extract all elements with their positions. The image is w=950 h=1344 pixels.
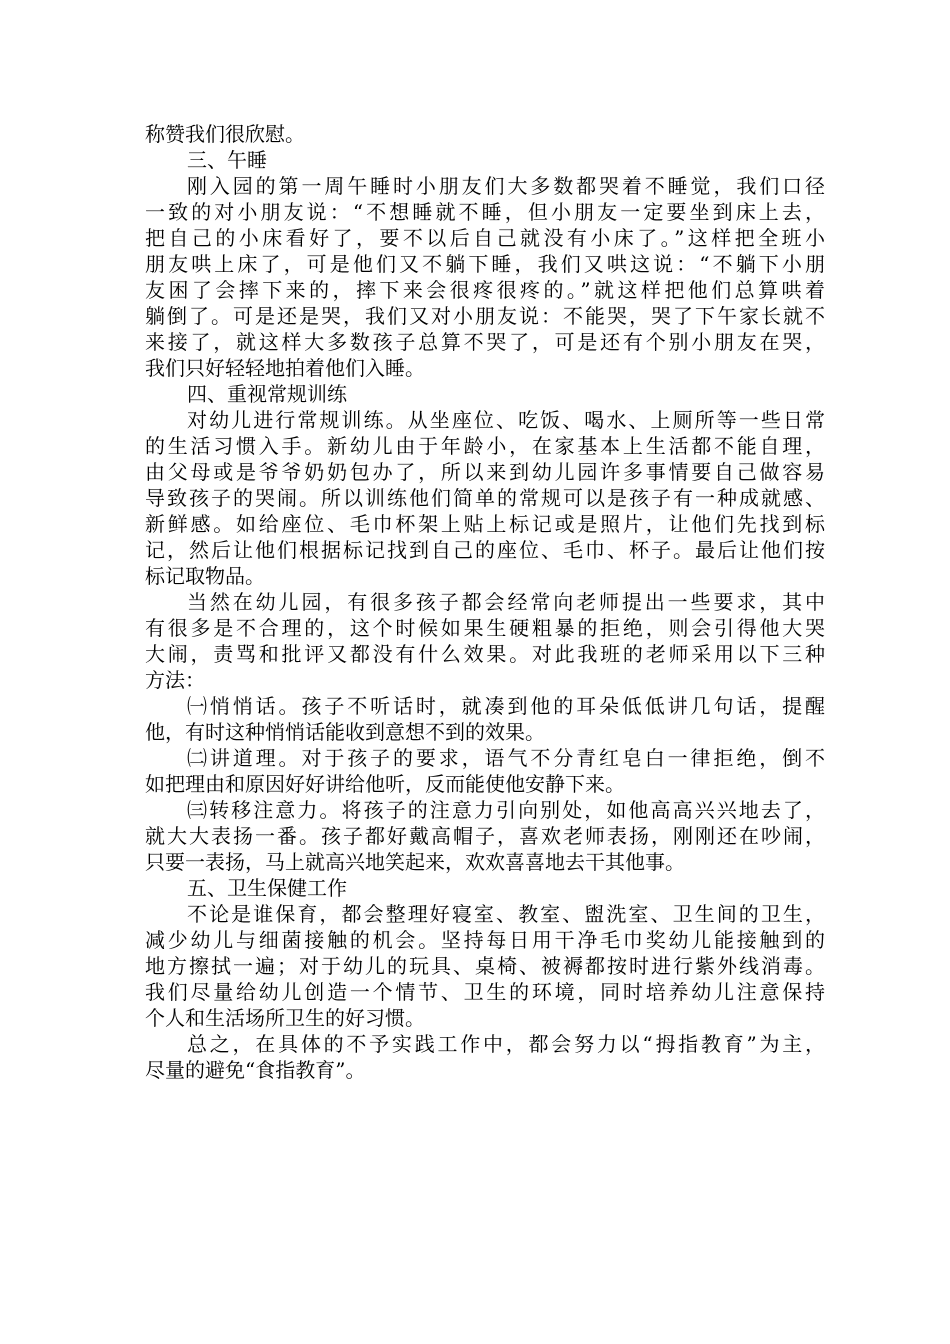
document-body bbox=[145, 121, 825, 1083]
text-line: 把自己的小床看好了，要不以后自己就没有小床了。”这样把全班小 bbox=[145, 226, 825, 250]
text-line: 记，然后让他们根据标记找到自己的座位、毛巾、杯子。最后让他们按 bbox=[145, 538, 825, 562]
text-line: 一致的对小朋友说：“不想睡就不睡，但小朋友一定要坐到床上去， bbox=[145, 200, 825, 224]
text-line: 四、重视常规训练 bbox=[187, 382, 347, 406]
text-line: 三、午睡 bbox=[187, 148, 267, 172]
text-line: 标记取物品。 bbox=[145, 564, 265, 588]
text-line: 刚入园的第一周午睡时小朋友们大多数都哭着不睡觉，我们口径 bbox=[187, 174, 825, 198]
text-line: 的生活习惯入手。新幼儿由于年龄小，在家基本上生活都不能自理， bbox=[145, 434, 825, 458]
text-line: 方法： bbox=[145, 668, 205, 692]
text-line: 地方擦拭一遍；对于幼儿的玩具、桌椅、被褥都按时进行紫外线消毒。 bbox=[145, 954, 825, 978]
text-line: 躺倒了。可是还是哭，我们又对小朋友说：不能哭，哭了下午家长就不 bbox=[145, 304, 825, 328]
text-line: 我们尽量给幼儿创造一个情节、卫生的环境，同时培养幼儿注意保持 bbox=[145, 980, 825, 1004]
text-line: 就大大表扬一番。孩子都好戴高帽子，喜欢老师表扬，刚刚还在吵闹， bbox=[145, 824, 825, 848]
text-line: 减少幼儿与细菌接触的机会。坚持每日用干净毛巾奖幼儿能接触到的 bbox=[145, 928, 825, 952]
text-line: 尽量的避免“食指教育”。 bbox=[145, 1058, 366, 1082]
text-line: 来接了，就这样大多数孩子总算不哭了，可是还有个别小朋友在哭， bbox=[145, 330, 825, 354]
text-line: 对幼儿进行常规训练。从坐座位、吃饭、喝水、上厕所等一些日常 bbox=[187, 408, 825, 432]
text-line: 总之，在具体的不予实践工作中，都会努力以“拇指教育”为主， bbox=[187, 1032, 825, 1056]
text-line: 个人和生活场所卫生的好习惯。 bbox=[145, 1006, 425, 1030]
text-line: 导致孩子的哭闹。所以训练他们简单的常规可以是孩子有一种成就感、 bbox=[145, 486, 825, 510]
text-line: 我们只好轻轻地拍着他们入睡。 bbox=[145, 356, 425, 380]
text-line: 新鲜感。如给座位、毛巾杯架上贴上标记或是照片，让他们先找到标 bbox=[145, 512, 825, 536]
text-line: ㈠悄悄话。孩子不听话时，就凑到他的耳朵低低讲几句话，提醒 bbox=[187, 694, 825, 718]
text-line: 有很多是不合理的，这个时候如果生硬粗暴的拒绝，则会引得他大哭 bbox=[145, 616, 825, 640]
text-line: 只要一表扬，马上就高兴地笑起来，欢欢喜喜地去干其他事。 bbox=[145, 850, 685, 874]
text-line: 如把理由和原因好好讲给他听，反而能使他安静下来。 bbox=[145, 772, 625, 796]
text-line: 不论是谁保育，都会整理好寝室、教室、盥洗室、卫生间的卫生， bbox=[187, 902, 825, 926]
text-line: 五、卫生保健工作 bbox=[187, 876, 347, 900]
text-line: 称赞我们很欣慰。 bbox=[145, 122, 305, 146]
text-line: 他，有时这种悄悄话能收到意想不到的效果。 bbox=[145, 720, 545, 744]
text-line: 由父母或是爷爷奶奶包办了，所以来到幼儿园许多事情要自己做容易 bbox=[145, 460, 825, 484]
text-line: ㈡讲道理。对于孩子的要求，语气不分青红皂白一律拒绝，倒不 bbox=[187, 746, 825, 770]
text-line: ㈢转移注意力。将孩子的注意力引向别处，如他高高兴兴地去了， bbox=[187, 798, 825, 822]
text-line: 友困了会摔下来的，摔下来会很疼很疼的。”就这样把他们总算哄着 bbox=[145, 278, 825, 302]
text-line: 大闹，责骂和批评又都没有什么效果。对此我班的老师采用以下三种 bbox=[145, 642, 825, 666]
text-line: 当然在幼儿园，有很多孩子都会经常向老师提出一些要求，其中 bbox=[187, 590, 825, 614]
text-line: 朋友哄上床了，可是他们又不躺下睡，我们又哄这说：“不躺下小朋 bbox=[145, 252, 825, 276]
